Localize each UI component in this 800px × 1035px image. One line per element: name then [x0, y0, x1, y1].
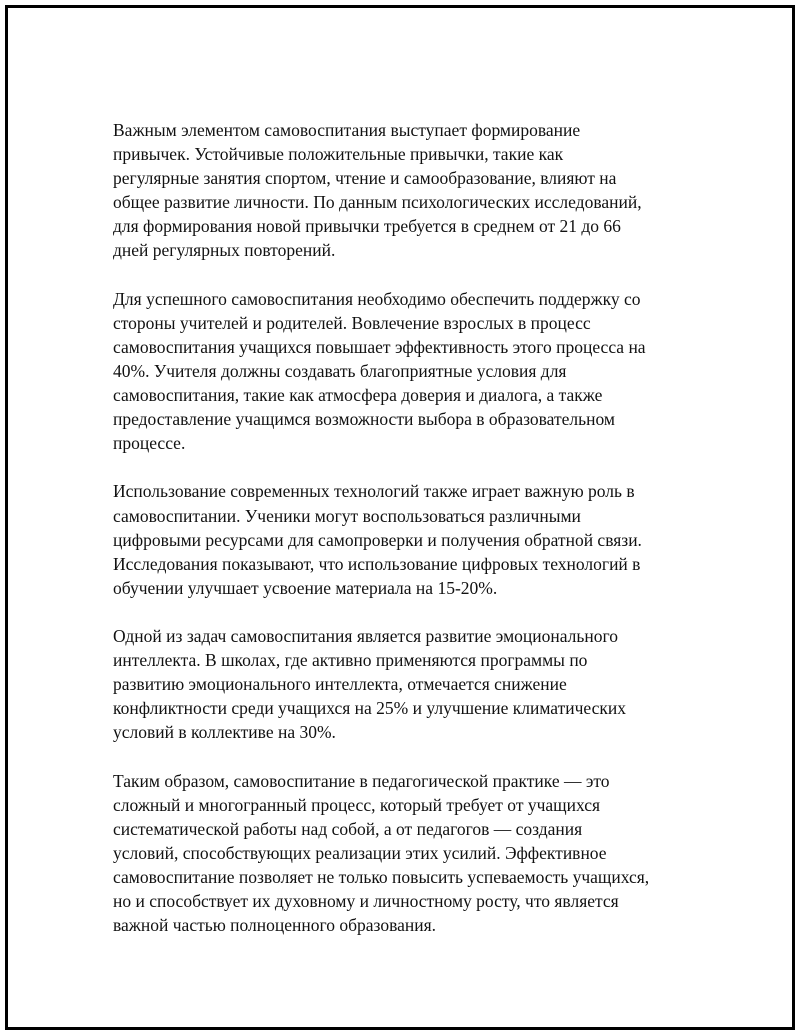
text-line: Исследования показывают, что использование цифровых технологий в: [113, 553, 641, 574]
paragraph-technology: [113, 479, 688, 599]
text-line: цифровыми ресурсами для самопроверки и получения обратной связи.: [113, 529, 642, 550]
text-line: обучении улучшает усвоение материала на 15-20%.: [113, 577, 498, 598]
text-line: условий в коллективе на 30%.: [113, 722, 336, 743]
text-line: интеллекта. В школах, где активно применяются программы по: [113, 650, 588, 671]
text-line: процессе.: [113, 433, 186, 454]
text-line: самовоспитания, такие как атмосфера доверия и диалога, а также: [113, 385, 603, 406]
text-line: Для успешного самовоспитания необходимо обеспечить поддержку со: [113, 288, 641, 309]
text-line: условий, способствующих реализации этих усилий. Эффективное: [113, 842, 607, 863]
text-line: регулярные занятия спортом, чтение и самообразование, влияют на: [113, 168, 617, 189]
text-line: самовоспитания учащихся повышает эффективность этого процесса на: [113, 336, 646, 357]
text-line: Таким образом, самовоспитание в педагогической практике — это: [113, 770, 610, 791]
text-line: конфликтности среди учащихся на 25% и улучшение климатических: [113, 698, 627, 719]
text-line: общее развитие личности. По данным психологических исследований,: [113, 192, 642, 213]
text-line: стороны учителей и родителей. Вовлечение взрослых в процесс: [113, 312, 591, 333]
paragraph-conclusion: [113, 769, 688, 938]
text-line: Использование современных технологий также играет важную роль в: [113, 481, 635, 502]
text-line: дней регулярных повторений.: [113, 240, 336, 261]
text-line: Важным элементом самовоспитания выступает формирование: [113, 120, 581, 140]
text-line: привычек. Устойчивые положительные привычки, такие как: [113, 144, 564, 165]
text-line: развитию эмоционального интеллекта, отмечается снижение: [113, 674, 567, 695]
text-line: Одной из задач самовоспитания является развитие эмоционального: [113, 625, 618, 646]
text-line: предоставление учащимся возможности выбора в образовательном: [113, 409, 615, 430]
text-line: самовоспитании. Ученики могут воспользоваться различными: [113, 505, 581, 526]
document-body: [113, 118, 688, 937]
text-line: 40%. Учителя должны создавать благоприятные условия для: [113, 360, 567, 381]
text-line: сложный и многогранный процесс, который требует от учащихся: [113, 794, 601, 815]
paragraph-emotional-intelligence: [113, 624, 688, 744]
text-line: важной частью полноценного образования.: [113, 915, 437, 936]
text-line: но и способствует их духовному и личностному росту, что является: [113, 891, 619, 911]
paragraph-habits: [113, 118, 688, 263]
text-line: систематической работы над собой, а от педагогов — создания: [113, 818, 583, 839]
text-line: для формирования новой привычки требуется в среднем от 21 до 66: [113, 216, 621, 237]
paragraph-support: [113, 287, 688, 456]
text-line: самовоспитание позволяет не только повысить успеваемость учащихся,: [113, 866, 650, 887]
